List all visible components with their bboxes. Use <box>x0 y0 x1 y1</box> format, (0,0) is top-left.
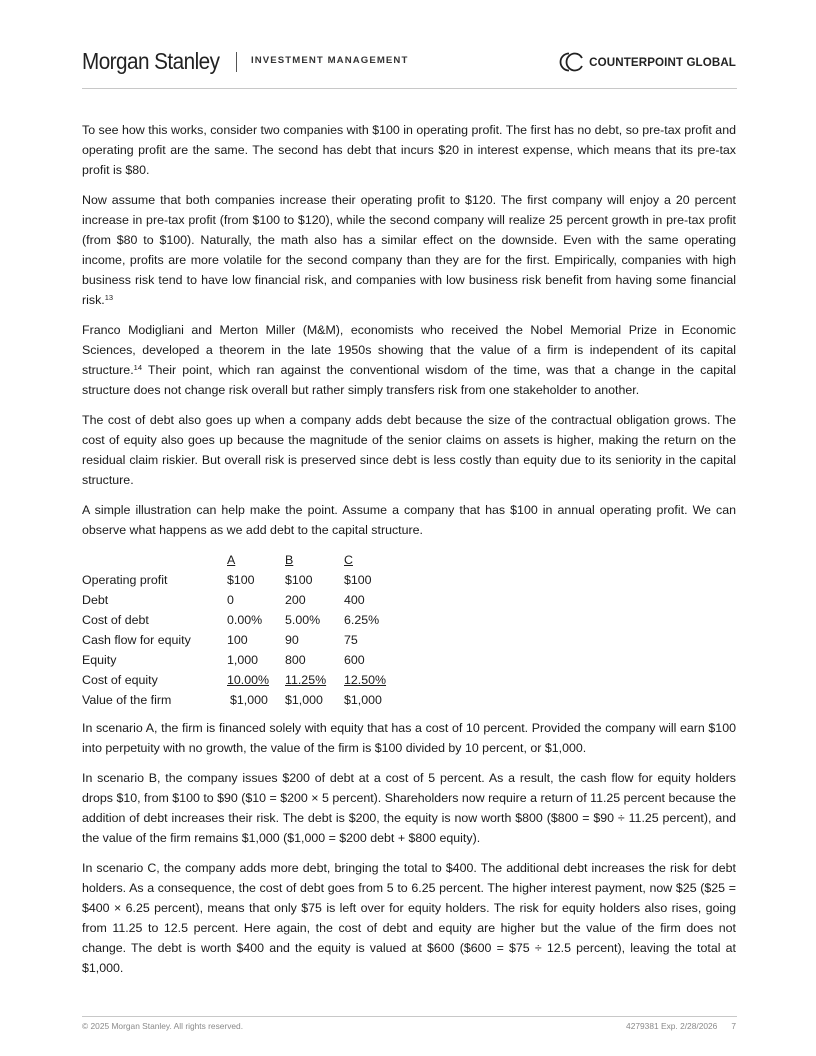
cell-c: 12.50% <box>344 673 387 687</box>
table-row <box>82 630 404 650</box>
cell-b: 200 <box>285 593 306 607</box>
paragraph-4: The cost of debt also goes up when a company adds debt because the size of the contractual obligation grows. The cost of equity also goes up because the magnitude of the senior claims on assets is higher, making the return on the residual claim riskier. But overall risk is preserved since debt is less costly than equity due to its seniority in the capital structure. <box>82 413 736 487</box>
table-row <box>82 650 404 670</box>
table-row <box>82 570 404 590</box>
cell-b: $1,000 <box>285 693 323 707</box>
document-id: 4279381 Exp. 2/28/2026 <box>626 1021 718 1031</box>
table-row <box>82 670 404 690</box>
page-number: 7 <box>731 1021 736 1031</box>
column-header-a: A <box>227 553 236 567</box>
cell-b: 800 <box>285 653 306 667</box>
row-label: Cash flow for equity <box>82 633 191 647</box>
counterpoint-global-logo <box>558 50 736 74</box>
paragraph-2-text: Now assume that both companies increase their operating profit to $120. The first company will enjoy a 20 percent increase in pre-tax profit (from $100 to $120), while the second company will realize 25 percent growth in pre-tax profit (from $80 to $100). Naturally, the math also has a similar effect on the downside. Even with the same operating income, profits are more volatile for the second company than they are for the first. Empirically, companies with high business risk tend to have low financial risk, and companies with low business risk benefit from having some financial risk. <box>82 193 736 307</box>
header-label-cell <box>82 550 227 570</box>
table-row <box>82 590 404 610</box>
paragraph-1: To see how this works, consider two companies with $100 in operating profit. The first has no debt, so pre-tax profit and operating profit are the same. The second has debt that incurs $20 in interest expense, which means that its pre-tax profit is $80. <box>82 123 736 177</box>
partner-name: COUNTERPOINT GLOBAL <box>589 55 736 69</box>
page-header <box>82 46 736 78</box>
row-label: Debt <box>82 593 109 607</box>
cell-a: 100 <box>227 633 248 647</box>
table-header-row <box>82 550 404 570</box>
cell-b: $100 <box>285 573 313 587</box>
cell-c: $1,000 <box>344 693 382 707</box>
cell-a: 0.00% <box>227 613 263 627</box>
header-divider <box>82 88 737 89</box>
cell-b: 11.25% <box>285 673 327 687</box>
row-label: Cost of debt <box>82 613 149 627</box>
paragraph-3 <box>82 320 736 400</box>
paragraph-6: In scenario A, the firm is financed solely with equity that has a cost of 10 percent. Provided the company will earn $100 into perpetuity with no growth, the value of the firm is $100 divided by 10 percent, or $1,000. <box>82 721 736 755</box>
row-label: Equity <box>82 653 117 667</box>
table-row <box>82 610 404 630</box>
cell-a: 0 <box>227 593 234 607</box>
capital-structure-table <box>82 550 404 710</box>
cell-c: 75 <box>344 633 358 647</box>
footnote-ref-14[interactable]: 14 <box>133 363 142 372</box>
cell-b: 5.00% <box>285 613 321 627</box>
paragraph-2 <box>82 190 736 310</box>
paragraph-5: A simple illustration can help make the point. Assume a company that has $100 in annual operating profit. We can observe what happens as we add debt to the capital structure. <box>82 503 736 537</box>
row-label: Operating profit <box>82 573 168 587</box>
row-label: Cost of equity <box>82 673 158 687</box>
column-header-c: C <box>344 553 353 567</box>
body-content <box>82 120 736 988</box>
cell-a: 10.00% <box>227 673 270 687</box>
cell-a: $1,000 <box>230 693 268 707</box>
cell-a: 1,000 <box>227 653 259 667</box>
row-label: Value of the firm <box>82 693 172 707</box>
paragraph-3-text-b: Their point, which ran against the conventional wisdom of the time, was that a change in the capital structure does not change risk overall but rather simply transfers risk from one stakeholder to another. <box>82 363 736 397</box>
table-row <box>82 690 404 710</box>
paragraph-3-text-a: Franco Modigliani and Merton Miller (M&M), economists who received the Nobel Memorial Prize in Economic Sciences, developed a theorem in the late 1950s showing that the value of a firm is independent of its capital structure. <box>82 323 736 377</box>
paragraph-8: In scenario C, the company adds more debt, bringing the total to $400. The additional debt increases the risk for debt holders. As a consequence, the cost of debt goes from 5 to 6.25 percent. The higher interest payment, now $25 ($25 = $400 × 6.25 percent), means that only $75 is left over for equity holders. The risk for equity holders also rises, going from 11.25 to 12.5 percent. Here again, the cost of debt and equity are higher but the value of the firm does not change. The debt is worth $400 and the equity is valued at $600 ($600 = $75 ÷ 12.5 percent), leaving the total at $1,000. <box>82 861 736 975</box>
cell-c: 6.25% <box>344 613 380 627</box>
copyright-notice: © 2025 Morgan Stanley. All rights reserved. <box>82 1021 244 1031</box>
footnote-ref-13[interactable]: 13 <box>104 293 114 302</box>
cell-c: 400 <box>344 593 365 607</box>
morgan-stanley-logo: Morgan Stanley <box>82 48 220 74</box>
column-header-b: B <box>285 553 294 567</box>
footer-meta <box>626 1021 736 1031</box>
footer-divider <box>82 1016 737 1017</box>
counterpoint-c-icon <box>558 51 584 73</box>
logo-divider <box>236 52 237 72</box>
division-label: INVESTMENT MANAGEMENT <box>251 55 409 66</box>
cell-c: $100 <box>344 573 372 587</box>
cell-b: 90 <box>285 633 299 647</box>
cell-c: 600 <box>344 653 365 667</box>
paragraph-7: In scenario B, the company issues $200 of debt at a cost of 5 percent. As a result, the cash flow for equity holders drops $10, from $100 to $90 ($10 = $200 × 5 percent). Shareholders now require a return of 11.25 percent because the addition of debt increases their risk. The debt is $200, the equity is now worth $800 ($800 = $90 ÷ 11.25 percent), and the value of the firm remains $1,000 ($1,000 = $200 debt + $800 equity). <box>82 771 736 845</box>
cell-a: $100 <box>227 573 255 587</box>
